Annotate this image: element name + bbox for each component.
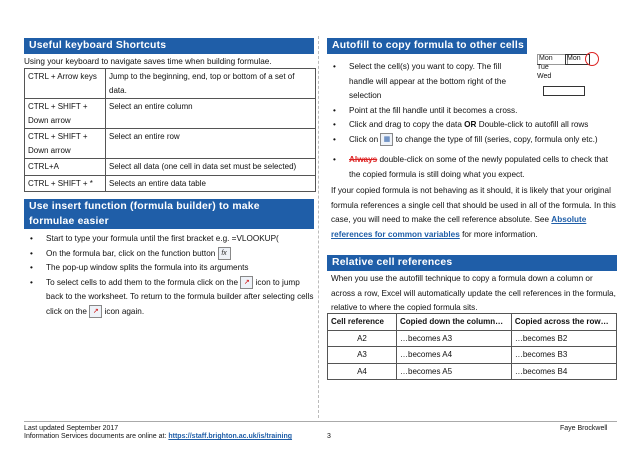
thumb-cell: Mon — [565, 54, 590, 65]
autofill-list — [327, 60, 617, 182]
relative-heading: Relative cell references — [327, 255, 617, 271]
absolute-references-link[interactable]: Absolute references for common variables — [331, 215, 587, 239]
shortcut-key: CTRL+A — [25, 159, 106, 176]
thumb-cell: Mon — [537, 54, 568, 65]
list-item: • Start to type your formula until the first bracket e.g. =VLOOKUP( — [24, 232, 316, 247]
relative-table — [327, 313, 617, 380]
list-item: • The pop-up window splits the formula into its arguments — [24, 261, 316, 276]
column-header: Copied down the column… — [397, 314, 512, 331]
insert-function-heading — [24, 199, 314, 229]
shortcut-desc: Select all data (one cell in data set must be selected) — [106, 159, 316, 176]
column-header: Copied across the row… — [511, 314, 616, 331]
table-row — [25, 99, 316, 129]
thumb-cell: Wed — [537, 73, 552, 80]
list-item: • To select cells to add them to the formula click on the ↗ icon to jump back to the worksheet. To return to the formula builder after selecting cells click on the ↗ icon again. — [24, 276, 316, 320]
footer-rule — [24, 421, 617, 422]
shortcut-key: CTRL + Arrow keys — [25, 69, 106, 99]
shortcuts-intro: Using your keyboard to navigate saves time when building formulae. — [24, 57, 272, 66]
table-row: A4 …becomes A5 …becomes B4 — [328, 363, 617, 380]
function-button-icon — [218, 247, 231, 260]
relative-paragraph: When you use the autofill technique to copy a formula down a column or across a row, Excel will automatically update the cell references in the formula, relative to where the copied formula sits. — [331, 274, 616, 312]
list-item: • On the formula bar, click on the function button fx — [24, 247, 316, 262]
footer-online: Information Services documents are online at: https://staff.brighton.ac.uk/is/training — [24, 433, 293, 440]
footer-author: Faye Brockwell — [560, 425, 608, 432]
footer-updated: Last updated September 2017 — [24, 425, 119, 432]
insert-function-list — [24, 232, 316, 319]
autofill-options-icon — [380, 133, 393, 146]
shortcut-desc: Selects an entire data table — [106, 175, 316, 192]
insert-function-heading-line2: formulae easier — [29, 216, 109, 227]
collapse-dialog-icon — [240, 276, 253, 289]
column-divider — [318, 36, 319, 418]
table-row — [25, 129, 316, 159]
list-item: • Click and drag to copy the data OR Double-click to autofill all rows — [327, 118, 617, 133]
shortcut-key: CTRL + SHIFT + Down arrow — [25, 99, 106, 129]
table-row — [25, 69, 316, 99]
thumb-cell: Tue — [537, 64, 549, 71]
table-row — [25, 175, 316, 192]
list-item: • Always double-click on some of the newly populated cells to check that the copied formula is still doing what you expect. — [327, 153, 617, 182]
list-item: • Point at the fill handle until it becomes a cross. — [327, 104, 617, 119]
page-number: 3 — [327, 433, 331, 440]
table-header-row — [328, 314, 617, 331]
shortcuts-table — [24, 68, 316, 192]
table-row — [25, 159, 316, 176]
column-header: Cell reference — [328, 314, 397, 331]
table-row: A2 …becomes A3 …becomes B2 — [328, 330, 617, 347]
shortcuts-heading: Useful keyboard Shortcuts — [24, 38, 314, 54]
autofill-heading: Autofill to copy formula to other cells — [327, 38, 527, 54]
shortcut-desc: Jump to the beginning, end, top or bottom of a set of data. — [106, 69, 316, 99]
table-row: A3 …becomes A4 …becomes B3 — [328, 347, 617, 364]
autofill-paragraph: If your copied formula is not behaving as it should, it is likely that your original formula references a single cell that should be used in all of the formula. In this case, you will need to make the cell reference absolute. See Absolute references for common variables for more information. — [331, 186, 616, 239]
list-item: • Select the cell(s) you want to copy. The fill handle will appear at the bottom right of the selection — [327, 60, 517, 104]
shortcut-key: CTRL + SHIFT + Down arrow — [25, 129, 106, 159]
collapse-dialog-icon — [89, 305, 102, 318]
insert-function-heading-line1: Use insert function (formula builder) to make — [29, 201, 260, 212]
list-item: • Click on ▦ to change the type of fill (series, copy, formula only etc.) — [327, 133, 617, 148]
always-emphasis: Always — [349, 155, 378, 164]
shortcut-desc: Select an entire column — [106, 99, 316, 129]
shortcut-key: CTRL + SHIFT + * — [25, 175, 106, 192]
shortcut-desc: Select an entire row — [106, 129, 316, 159]
training-url-link[interactable]: https://staff.brighton.ac.uk/is/training — [168, 433, 293, 440]
